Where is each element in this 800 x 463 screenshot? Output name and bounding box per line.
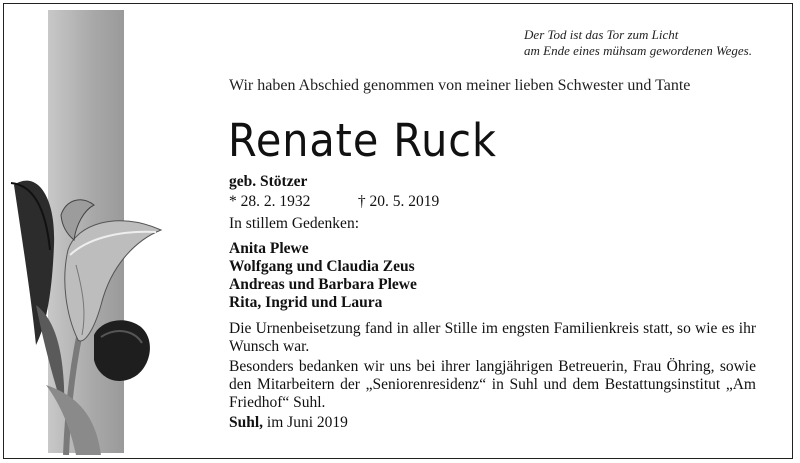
mourner: Andreas und Barbara Plewe bbox=[229, 276, 417, 293]
mourner: Rita, Ingrid und Laura bbox=[229, 294, 383, 311]
intro-text: Wir haben Abschied genommen von meiner lieben Schwester und Tante bbox=[229, 77, 691, 94]
mourner: Wolfgang und Claudia Zeus bbox=[229, 258, 415, 275]
burial-notice: Die Urnenbeisetzung fand in aller Stille im engsten Familienkreis statt, so wie es ihr Wunsch war. bbox=[229, 320, 756, 355]
death-date: † 20. 5. 2019 bbox=[357, 193, 440, 210]
closing-place: Suhl, bbox=[229, 414, 264, 431]
closing-line bbox=[229, 414, 348, 432]
deceased-name: Renate Ruck bbox=[228, 114, 497, 167]
life-dates bbox=[229, 193, 439, 211]
motto-quote bbox=[524, 27, 752, 59]
birth-date: * 28. 2. 1932 bbox=[229, 193, 311, 210]
calla-lily-illustration bbox=[6, 155, 206, 455]
birth-name: geb. Stötzer bbox=[229, 173, 308, 190]
closing-date: im Juni 2019 bbox=[263, 414, 348, 431]
remembrance-label: In stillem Gedenken: bbox=[229, 215, 359, 232]
mourner: Anita Plewe bbox=[229, 240, 309, 257]
motto-line-1: Der Tod ist das Tor zum Licht bbox=[524, 27, 679, 42]
mourners-list bbox=[229, 240, 417, 312]
thanks-paragraph: Besonders bedanken wir uns bei ihrer langjährigen Betreuerin, Frau Öhring, sowie den Mitarbeitern der „Seniorenresidenz“ in Suhl und dem Bestattungsinstitut „Am Friedhof“ Suhl. bbox=[229, 358, 756, 411]
motto-line-2: am Ende eines mühsam gewordenen Weges. bbox=[524, 43, 752, 58]
